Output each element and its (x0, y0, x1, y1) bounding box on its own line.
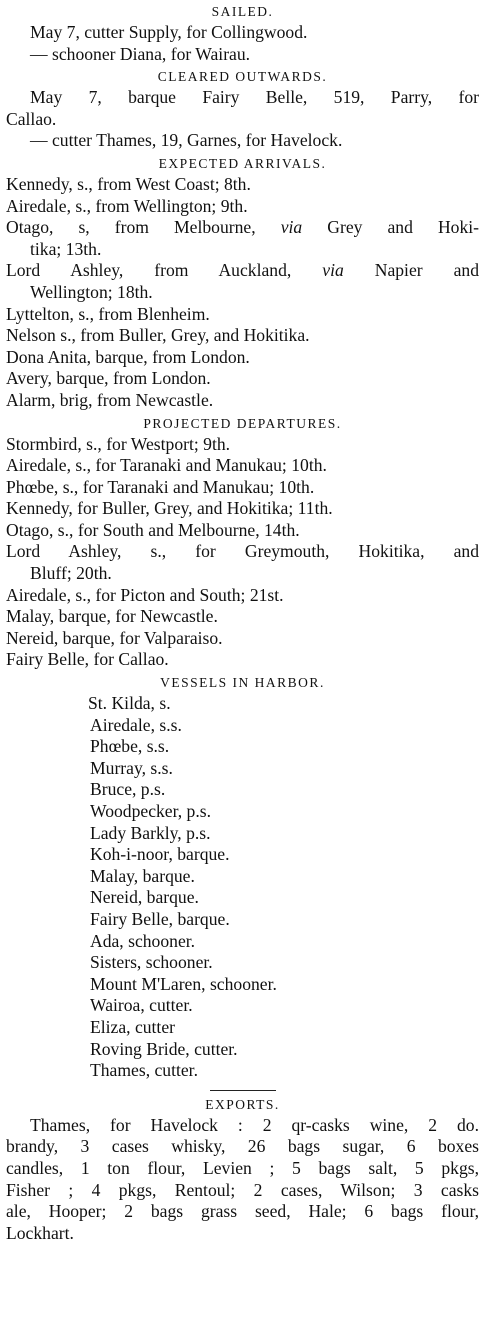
vessel-item: Koh-i-noor, barque. (90, 844, 230, 865)
vessel-item: Mount M'Laren, schooner. (90, 973, 277, 994)
expected-text: Grey and Hoki- (327, 217, 479, 238)
exports-line: Lockhart. (6, 1222, 74, 1243)
vessel-item: Thames, cutter. (90, 1060, 198, 1081)
expected-line: tika; 13th. (30, 238, 102, 259)
cleared-line: May 7, barque Fairy Belle, 519, Parry, for (30, 87, 479, 108)
vessel-item: Fairy Belle, barque. (90, 908, 230, 929)
expected-line: Kennedy, s., from West Coast; 8th. (6, 173, 251, 194)
cleared-heading: CLEARED OUTWARDS. (157, 69, 328, 85)
expected-line (6, 217, 479, 239)
projected-line: Nereid, barque, for Valparaiso. (6, 627, 223, 648)
projected-line: Airedale, s., for Taranaki and Manukau; 10th. (6, 455, 327, 476)
vessel-item: Phœbe, s.s. (90, 736, 170, 757)
vessel-item: Roving Bride, cutter. (90, 1038, 238, 1059)
vessel-item: Woodpecker, p.s. (90, 801, 211, 821)
expected-heading: EXPECTED ARRIVALS. (158, 155, 327, 171)
expected-line (6, 260, 479, 282)
sailed-line: May 7, cutter Supply, for Collingwood. (30, 22, 308, 42)
cleared-line: — cutter Thames, 19, Garnes, for Havelock. (30, 130, 343, 151)
expected-via: via (322, 260, 344, 281)
expected-line: Lyttelton, s., from Blenheim. (6, 303, 210, 324)
projected-line: Stormbird, s., for Westport; 9th. (6, 433, 231, 454)
cleared-line: Callao. (6, 108, 57, 129)
projected-line: Kennedy, for Buller, Grey, and Hokitika; 11th. (6, 498, 333, 519)
expected-text: Napier and (374, 260, 479, 281)
sailed-line: — schooner Diana, for Wairau. (30, 43, 251, 64)
expected-line: Dona Anita, barque, from London. (6, 346, 250, 367)
projected-heading: PROJECTED DEPARTURES. (143, 415, 342, 431)
expected-line: Wellington; 18th. (30, 281, 153, 302)
vessel-item: Nereid, barque. (90, 887, 199, 908)
expected-via: via (280, 217, 303, 238)
projected-line: Malay, barque, for Newcastle. (6, 606, 218, 627)
exports-heading: EXPORTS. (205, 1096, 280, 1112)
projected-line: Lord Ashley, s., for Greymouth, Hokitika, and (6, 541, 479, 562)
expected-line: Avery, barque, from London. (6, 368, 211, 389)
vessel-item: Airedale, s.s. (90, 714, 182, 735)
vessel-item: St. Kilda, s. (88, 693, 171, 714)
vessel-item: Malay, barque. (90, 865, 195, 886)
exports-line: candles, 1 ton flour, Levien ; 5 bags salt, 5 pkgs, (6, 1157, 479, 1178)
exports-line: Thames, for Havelock : 2 qr-casks wine, 2 do. (30, 1114, 479, 1135)
section-divider (210, 1090, 276, 1091)
expected-line: Nelson s., from Buller, Grey, and Hokitika. (6, 325, 310, 346)
expected-line: Airedale, s., from Wellington; 9th. (6, 195, 248, 216)
projected-line: Fairy Belle, for Callao. (6, 649, 169, 670)
vessel-item: Wairoa, cutter. (90, 995, 193, 1016)
expected-text: Otago, s, from Melbourne, (6, 217, 256, 238)
harbor-heading: VESSELS IN HARBOR. (160, 675, 325, 691)
exports-line: ale, Hooper; 2 bags grass seed, Hale; 6 bags flour, (6, 1201, 479, 1222)
expected-text: Lord Ashley, from Auckland, (6, 260, 292, 281)
projected-line: Phœbe, s., for Taranaki and Manukau; 10th. (6, 476, 315, 497)
vessel-item: Eliza, cutter (90, 1016, 175, 1037)
vessel-item: Ada, schooner. (90, 930, 196, 951)
exports-line: brandy, 3 cases whisky, 26 bags sugar, 6 boxes (6, 1136, 479, 1157)
sailed-heading: SAILED. (211, 4, 274, 19)
vessel-item: Sisters, schooner. (90, 952, 213, 973)
vessel-item: Bruce, p.s. (90, 779, 166, 800)
projected-line: Airedale, s., for Picton and South; 21st. (6, 584, 284, 605)
projected-line: Otago, s., for South and Melbourne, 14th. (6, 519, 300, 540)
vessel-item: Lady Barkly, p.s. (90, 822, 211, 843)
expected-line: Alarm, brig, from Newcastle. (6, 389, 214, 410)
vessel-item: Murray, s.s. (90, 757, 173, 778)
exports-line: Fisher ; 4 pkgs, Rentoul; 2 cases, Wilson; 3 casks (6, 1179, 479, 1200)
projected-line: Bluff; 20th. (30, 563, 112, 584)
